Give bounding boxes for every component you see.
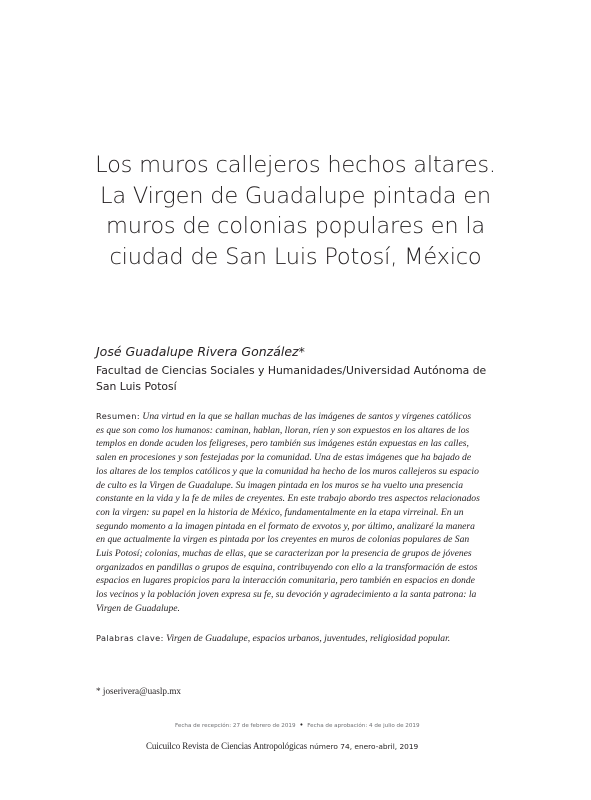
abstract <box>96 410 496 616</box>
journal-name: Cuicuilco Revista de Ciencias Antropológicas <box>146 741 308 751</box>
author-name: José Guadalupe Rivera González* <box>96 344 305 359</box>
abstract-line: en que actualmente la virgen es pintada por los creyentes en muros de colonias populares de San <box>96 534 470 546</box>
affiliation-line: Facultad de Ciencias Sociales y Humanidades/Universidad Autónoma de <box>96 364 487 377</box>
title-line: ciudad de San Luis Potosí, México <box>109 243 482 270</box>
dates-separator: • <box>299 721 304 729</box>
publication-dates <box>175 721 420 729</box>
title-line: Los muros callejeros hechos altares. <box>95 152 496 178</box>
keywords <box>96 633 496 644</box>
abstract-line: es que son como los humanos: caminan, hablan, lloran, ríen y son expuestos en los altares de los <box>96 424 470 436</box>
received-date: Fecha de recepción: 27 de febrero de 2019 <box>175 723 296 729</box>
abstract-line: templos en donde acuden los feligreses, pero también sus imágenes están expuestas en las calles, <box>96 438 469 450</box>
affiliation-line: San Luis Potosí <box>96 380 177 393</box>
abstract-line: salen en procesiones y son festejadas por la comunidad. Una de estas imágenes que ha bajado de <box>96 452 472 464</box>
abstract-line: Luis Potosí; colonias, muchas de ellas, que se caracterizan por la presencia de grupos de jóvenes <box>96 548 472 560</box>
article-title <box>70 150 521 272</box>
abstract-label: Resumen: <box>96 411 140 421</box>
abstract-line: de culto es la Virgen de Guadalupe. Su imagen pintada en los muros se ha vuelto una presencia <box>96 479 463 491</box>
keywords-label: Palabras clave: <box>96 633 164 643</box>
keywords-text: Virgen de Guadalupe, espacios urbanos, juventudes, religiosidad popular. <box>166 633 451 644</box>
abstract-text: Una virtud en la que se hallan muchas de las imágenes de santos y vírgenes católicos <box>142 411 472 422</box>
author-affiliation <box>96 363 496 395</box>
abstract-line: organizados en pandillas o grupos de esquina, contribuyendo con ello a la transformación de estos <box>96 561 478 573</box>
journal-issue: número 74, enero-abril, 2019 <box>309 742 419 751</box>
abstract-line <box>96 410 496 424</box>
title-line: La Virgen de Guadalupe pintada en <box>100 182 491 209</box>
abstract-line: espacios en lugares propicios para la interacción comunitaria, pero también en espacios en donde <box>96 575 475 587</box>
abstract-line: con la virgen: su papel en la historia de México, fundamentalmente en la etapa virreinal. En un <box>96 506 464 518</box>
abstract-line: segundo momento a la imagen pintada en el formato de exvotos y, por último, analizaré la manera <box>96 520 475 532</box>
abstract-line: Virgen de Guadalupe. <box>96 602 180 614</box>
title-line: muros de colonias populares en la <box>106 213 485 239</box>
approved-date: Fecha de aprobación: 4 de julio de 2019 <box>307 723 420 729</box>
author-email-footnote: * joserivera@uaslp.mx <box>96 686 182 696</box>
journal-citation <box>146 741 418 751</box>
abstract-line: los vecinos y la población joven expresa su fe, su devoción y agradecimiento a la santa patrona: la <box>96 589 477 601</box>
abstract-line: constante en la vida y la fe de miles de creyentes. En este trabajo abordo tres aspectos relacionados <box>96 493 480 505</box>
abstract-line: los altares de los templos católicos y que la comunidad ha hecho de los muros callejeros su espacio <box>96 465 479 477</box>
